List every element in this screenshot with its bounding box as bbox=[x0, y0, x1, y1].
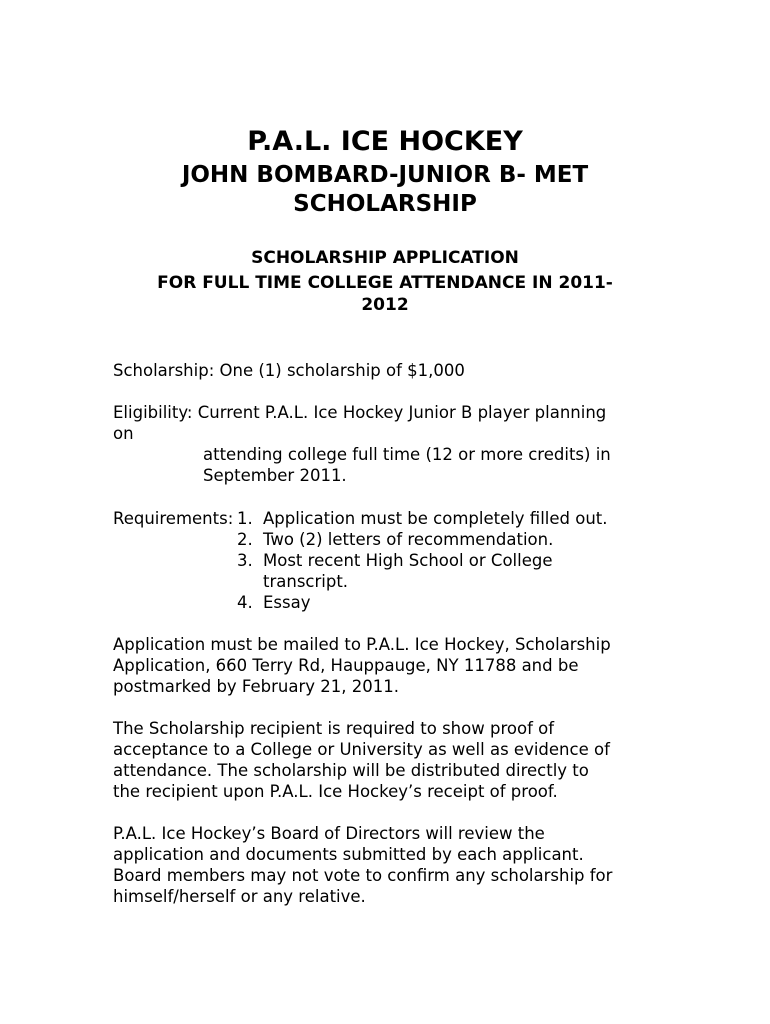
requirement-number: 1. bbox=[237, 509, 253, 528]
board-review bbox=[113, 823, 673, 907]
requirement-item bbox=[237, 550, 697, 592]
requirement-number: 2. bbox=[237, 530, 253, 549]
application-subheading bbox=[20, 272, 750, 316]
eligibility-line1: Eligibility: Current P.A.L. Ice Hockey Junior B player planning bbox=[113, 403, 607, 422]
requirement-text: Essay bbox=[263, 593, 311, 612]
eligibility-line2: on bbox=[113, 424, 134, 443]
recipient-line4: the recipient upon P.A.L. Ice Hockey’s receipt of proof. bbox=[113, 782, 558, 801]
mailing-instructions bbox=[113, 634, 673, 697]
requirements-list bbox=[237, 508, 697, 613]
application-subheading-line2: 2012 bbox=[361, 295, 409, 315]
requirement-item bbox=[237, 592, 697, 613]
requirement-text-line1: Most recent High School or College bbox=[263, 551, 553, 570]
scholarship-amount: Scholarship: One (1) scholarship of $1,000 bbox=[113, 361, 465, 380]
board-line2: application and documents submitted by each applicant. bbox=[113, 845, 584, 864]
mailing-line1: Application must be mailed to P.A.L. Ice Hockey, Scholarship bbox=[113, 635, 611, 654]
requirement-number: 4. bbox=[237, 593, 253, 612]
eligibility-indent bbox=[203, 444, 673, 486]
scholarship-name-line2: SCHOLARSHIP bbox=[293, 191, 477, 217]
requirement-number: 3. bbox=[237, 551, 253, 570]
requirement-text bbox=[263, 550, 697, 592]
eligibility-line4: September 2011. bbox=[203, 466, 347, 485]
mailing-line3: postmarked by February 21, 2011. bbox=[113, 677, 400, 696]
requirement-text: Two (2) letters of recommendation. bbox=[263, 530, 554, 549]
recipient-line3: attendance. The scholarship will be distributed directly to bbox=[113, 761, 589, 780]
eligibility-section bbox=[113, 402, 673, 444]
application-subheading-line1: FOR FULL TIME COLLEGE ATTENDANCE IN 2011- bbox=[157, 273, 613, 293]
board-line4: himself/herself or any relative. bbox=[113, 887, 366, 906]
requirement-item bbox=[237, 529, 697, 550]
requirement-text-line2: transcript. bbox=[263, 572, 349, 591]
requirements-label: Requirements: bbox=[113, 509, 234, 528]
requirement-text: Application must be completely filled out. bbox=[263, 509, 608, 528]
page-title: P.A.L. ICE HOCKEY bbox=[247, 126, 523, 157]
requirement-item bbox=[237, 508, 697, 529]
mailing-line2: Application, 660 Terry Rd, Hauppauge, NY 11788 and be bbox=[113, 656, 579, 675]
recipient-line2: acceptance to a College or University as well as evidence of bbox=[113, 740, 610, 759]
eligibility-line3: attending college full time (12 or more credits) in bbox=[203, 445, 611, 464]
board-line3: Board members may not vote to confirm any scholarship for bbox=[113, 866, 613, 885]
scholarship-name-line1: JOHN BOMBARD-JUNIOR B- MET bbox=[181, 162, 589, 188]
recipient-requirements bbox=[113, 718, 673, 802]
board-line1: P.A.L. Ice Hockey’s Board of Directors will review the bbox=[113, 824, 545, 843]
recipient-line1: The Scholarship recipient is required to show proof of bbox=[113, 719, 555, 738]
application-heading: SCHOLARSHIP APPLICATION bbox=[251, 248, 519, 268]
